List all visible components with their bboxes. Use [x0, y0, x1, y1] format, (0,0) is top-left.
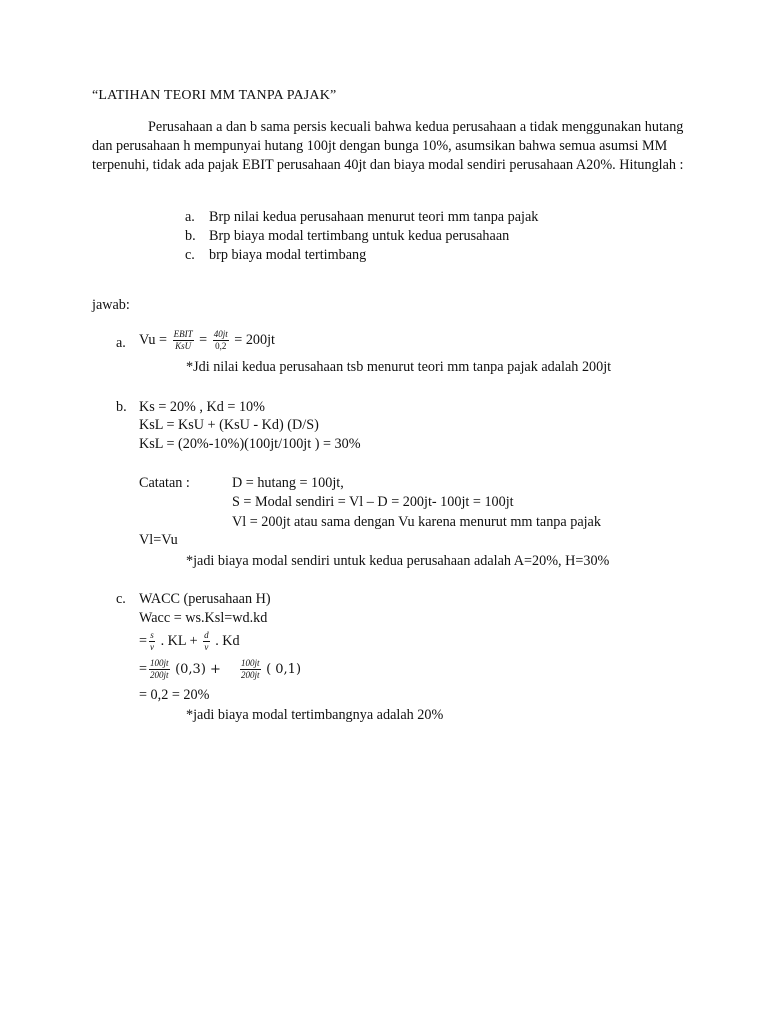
answer-c-marker: c.	[116, 591, 126, 607]
answer-c-line4	[139, 654, 301, 685]
fraction-denominator: v	[204, 642, 209, 653]
answer-a-equals: =	[199, 332, 208, 348]
answer-a-marker: a.	[116, 335, 126, 351]
fraction-denominator: 200jt	[150, 670, 169, 681]
answer-b-line2: KsL = KsU + (KsU - Kd) (D/S)	[139, 417, 319, 433]
answer-c-line1: WACC (perusahaan H)	[139, 591, 271, 607]
question-a-text: Brp nilai kedua perusahaan menurut teori mm tanpa pajak	[209, 209, 539, 225]
page-title: “LATIHAN TEORI MM TANPA PAJAK”	[92, 88, 337, 103]
fraction-s-over-v	[149, 630, 155, 653]
question-c-text: brp biaya modal tertimbang	[209, 247, 367, 263]
catatan-line3: Vl = 200jt atau sama dengan Vu karena menurut mm tanpa pajak	[232, 514, 601, 530]
fraction-numerator: d	[204, 630, 209, 641]
answer-b-line3: KsL = (20%-10%)(100jt/100jt ) = 30%	[139, 436, 361, 452]
question-b-marker: b.	[185, 228, 196, 244]
answer-b-marker: b.	[116, 399, 127, 415]
question-b-text: Brp biaya modal tertimbang untuk kedua perusahaan	[209, 228, 510, 244]
answer-c-l4-middle: (0,3) +	[175, 662, 221, 677]
answer-c-l4-equals: =	[139, 661, 148, 677]
fraction-numerator: 100jt	[150, 658, 169, 669]
fraction-d-over-v	[203, 630, 210, 653]
fraction-numerator: EBIT	[173, 329, 193, 340]
fraction-100jt-200jt	[149, 658, 170, 681]
answer-a-note: *Jdi nilai kedua perusahaan tsb menurut teori mm tanpa pajak adalah 200jt	[186, 359, 612, 375]
answer-c-l3-end: . Kd	[215, 633, 240, 649]
answer-a-result: = 200jt	[234, 332, 275, 348]
catatan-label: Catatan :	[139, 475, 190, 491]
fraction-numerator: 40jt	[213, 329, 228, 340]
fraction-denominator: v	[150, 642, 155, 653]
answer-c-line2: Wacc = ws.Ksl=wd.kd	[139, 610, 268, 626]
fraction-denominator: KsU	[175, 341, 192, 352]
answer-b-note: *jadi biaya modal sendiri untuk kedua perusahaan adalah A=20%, H=30%	[186, 553, 610, 569]
question-c-marker: c.	[185, 247, 195, 263]
catatan-line1: D = hutang = 100jt,	[232, 475, 344, 491]
answer-a-lhs: Vu =	[139, 332, 168, 348]
fraction-denominator: 200jt	[241, 670, 260, 681]
problem-statement	[92, 118, 692, 175]
fraction-denominator: 0,2	[215, 341, 227, 352]
answer-c-note: *jadi biaya modal tertimbangnya adalah 20%	[186, 707, 444, 723]
fraction-ebit-ksu	[173, 329, 194, 352]
jawab-label: jawab:	[92, 297, 130, 313]
fraction-40jt-02	[213, 329, 229, 352]
fraction-100jt-200jt-second	[240, 658, 261, 681]
problem-text: Perusahaan a dan b sama persis kecuali bahwa kedua perusahaan a tidak menggunakan hutang dan perusahaan h mempunyai hutang 100jt dengan bunga 10%, asumsikan bahwa semua asumsi MM terpenuhi, tidak ada pajak EBIT perusahaan 40jt dan biaya modal sendiri perusahaan A20%. Hitunglah :	[92, 119, 684, 173]
question-a-marker: a.	[185, 209, 195, 225]
catatan-line4: Vl=Vu	[139, 532, 178, 548]
fraction-numerator: 100jt	[241, 658, 260, 669]
answer-c-l4-end: ( 0,1)	[266, 662, 302, 677]
answer-c-line3	[139, 627, 240, 655]
answer-c-line5: = 0,2 = 20%	[139, 687, 210, 703]
catatan-line2: S = Modal sendiri = Vl – D = 200jt- 100jt = 100jt	[232, 494, 514, 510]
answer-a-formula	[139, 325, 275, 355]
fraction-numerator: s	[150, 630, 154, 641]
answer-b-line1: Ks = 20% , Kd = 10%	[139, 399, 265, 415]
answer-c-l3-middle: . KL +	[160, 633, 198, 649]
answer-c-l3-equals: =	[139, 633, 148, 649]
